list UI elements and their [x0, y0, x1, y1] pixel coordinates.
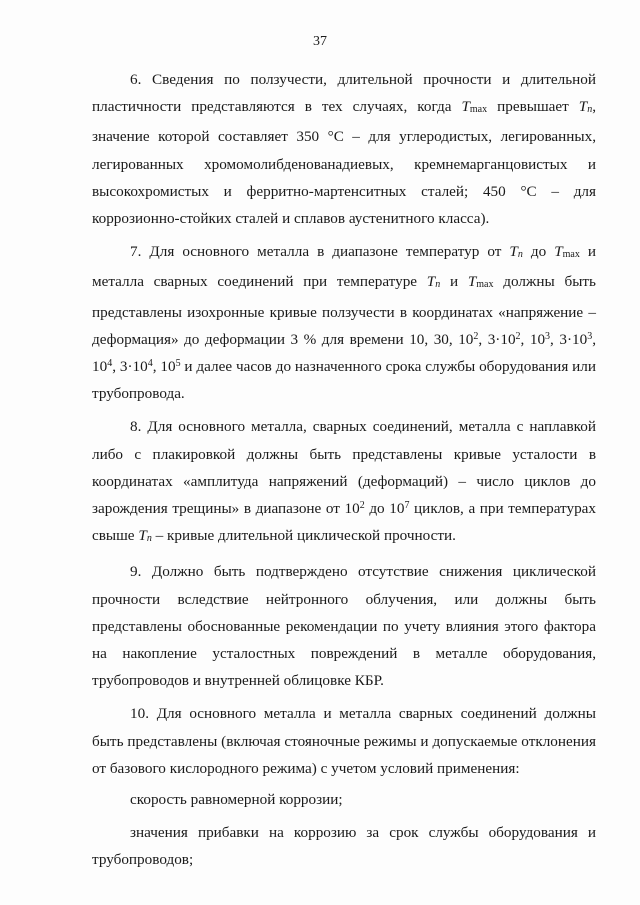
document-body [92, 66, 596, 880]
paragraph-6: 6. Сведения по ползучести, длительной прочности и длительной пластичности представляются в тех случаях, когда $T_{max}$ превышает $T_п$, значение которой составляет 350 °С – для углеродистых, легированных, легированных хромомолибденованадиевых, кремнемарганцовистых и высокохромистых и ферритно-мартенситных сталей; 450 °С – для коррозионно-стойких сталей и сплавов аустенитного класса). [92, 71, 596, 228]
paragraph-9: 9. Должно быть подтверждено отсутствие снижения циклической прочности вследствие нейтронного облучения, или должны быть представлены обоснованные рекомендации по учету влияния этого фактора на накопление усталостных повреждений в металле оборудования, трубопроводов и внутренней облицовке КБР. [92, 563, 596, 690]
list-item-corrosion-allowance: значения прибавки на коррозию за срок службы оборудования и трубопроводов; [92, 824, 596, 869]
paragraph-7: 7. Для основного металла в диапазоне температур от $T_п$ до $T_{max}$ и металла сварных соединений при температуре $T_п$ и $T_{max}$ должны быть представлены изохронные кривые ползучести в координатах «напряжение – деформация» до деформации 3 % для времени 10, 30, $10^2$, $3\cdot 10^2$, $10^3$, $3\cdot 10^3$, $10^4$, $3\cdot 10^4$, $10^5$ и далее часов до назначенного срока службы оборудования или трубопровода. [92, 243, 597, 403]
page-number: 37 [313, 34, 327, 49]
list-item-corrosion-rate: скорость равномерной коррозии; [130, 791, 343, 809]
paragraph-10: 10. Для основного металла и металла сварных соединений должны быть представлены (включая стояночные режимы и допускаемые отклонения от базового кислородного режима) с учетом условий применения: [92, 705, 596, 777]
paragraph-8: 8. Для основного металла, сварных соединений, металла с наплавкой либо с плакировкой должны быть представлены кривые усталости в координатах «амплитуда напряжений (деформаций) – число циклов до зарождения трещины» в диапазоне от $10^2$ до $10^7$ циклов, а при температурах свыше $T_п$ – кривые длительной циклической прочности. [92, 418, 597, 545]
